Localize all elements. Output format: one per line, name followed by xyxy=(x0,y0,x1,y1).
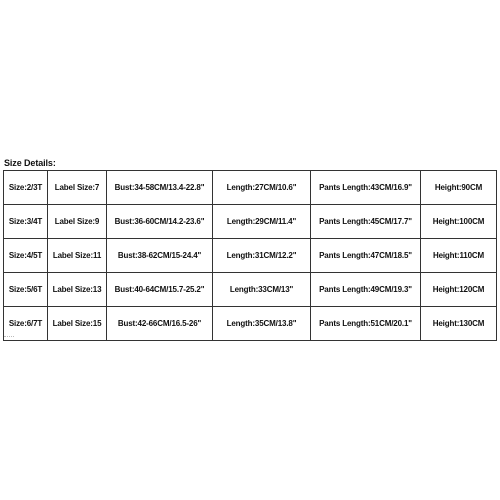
bust-cell: Bust:36-60CM/14.2-23.6" xyxy=(107,205,213,239)
size-details-title: Size Details: xyxy=(4,158,56,168)
height-cell: Height:130CM xyxy=(421,307,497,341)
label-size-cell: Label Size:13 xyxy=(48,273,107,307)
length-cell: Length:31CM/12.2" xyxy=(213,239,311,273)
table-row xyxy=(4,239,497,273)
height-cell: Height:100CM xyxy=(421,205,497,239)
label-size-cell: Label Size:11 xyxy=(48,239,107,273)
size-cell: Size:5/6T xyxy=(4,273,48,307)
table-row xyxy=(4,171,497,205)
table-row xyxy=(4,307,497,341)
bust-cell: Bust:42-66CM/16.5-26" xyxy=(107,307,213,341)
decorative-divider xyxy=(4,336,14,340)
height-cell: Height:90CM xyxy=(421,171,497,205)
table-row xyxy=(4,205,497,239)
size-cell: Size:3/4T xyxy=(4,205,48,239)
height-cell: Height:120CM xyxy=(421,273,497,307)
label-size-cell: Label Size:9 xyxy=(48,205,107,239)
size-cell: Size:4/5T xyxy=(4,239,48,273)
pants-length-cell: Pants Length:45CM/17.7" xyxy=(311,205,421,239)
bust-cell: Bust:38-62CM/15-24.4" xyxy=(107,239,213,273)
pants-length-cell: Pants Length:47CM/18.5" xyxy=(311,239,421,273)
length-cell: Length:35CM/13.8" xyxy=(213,307,311,341)
label-size-cell: Label Size:15 xyxy=(48,307,107,341)
bust-cell: Bust:40-64CM/15.7-25.2" xyxy=(107,273,213,307)
pants-length-cell: Pants Length:49CM/19.3" xyxy=(311,273,421,307)
pants-length-cell: Pants Length:51CM/20.1" xyxy=(311,307,421,341)
bust-cell: Bust:34-58CM/13.4-22.8" xyxy=(107,171,213,205)
label-size-cell: Label Size:7 xyxy=(48,171,107,205)
length-cell: Length:29CM/11.4" xyxy=(213,205,311,239)
size-chart-table xyxy=(3,170,497,341)
size-cell: Size:2/3T xyxy=(4,171,48,205)
length-cell: Length:33CM/13" xyxy=(213,273,311,307)
length-cell: Length:27CM/10.6" xyxy=(213,171,311,205)
table-row xyxy=(4,273,497,307)
pants-length-cell: Pants Length:43CM/16.9" xyxy=(311,171,421,205)
height-cell: Height:110CM xyxy=(421,239,497,273)
size-cell: Size:6/7T xyxy=(4,307,48,341)
